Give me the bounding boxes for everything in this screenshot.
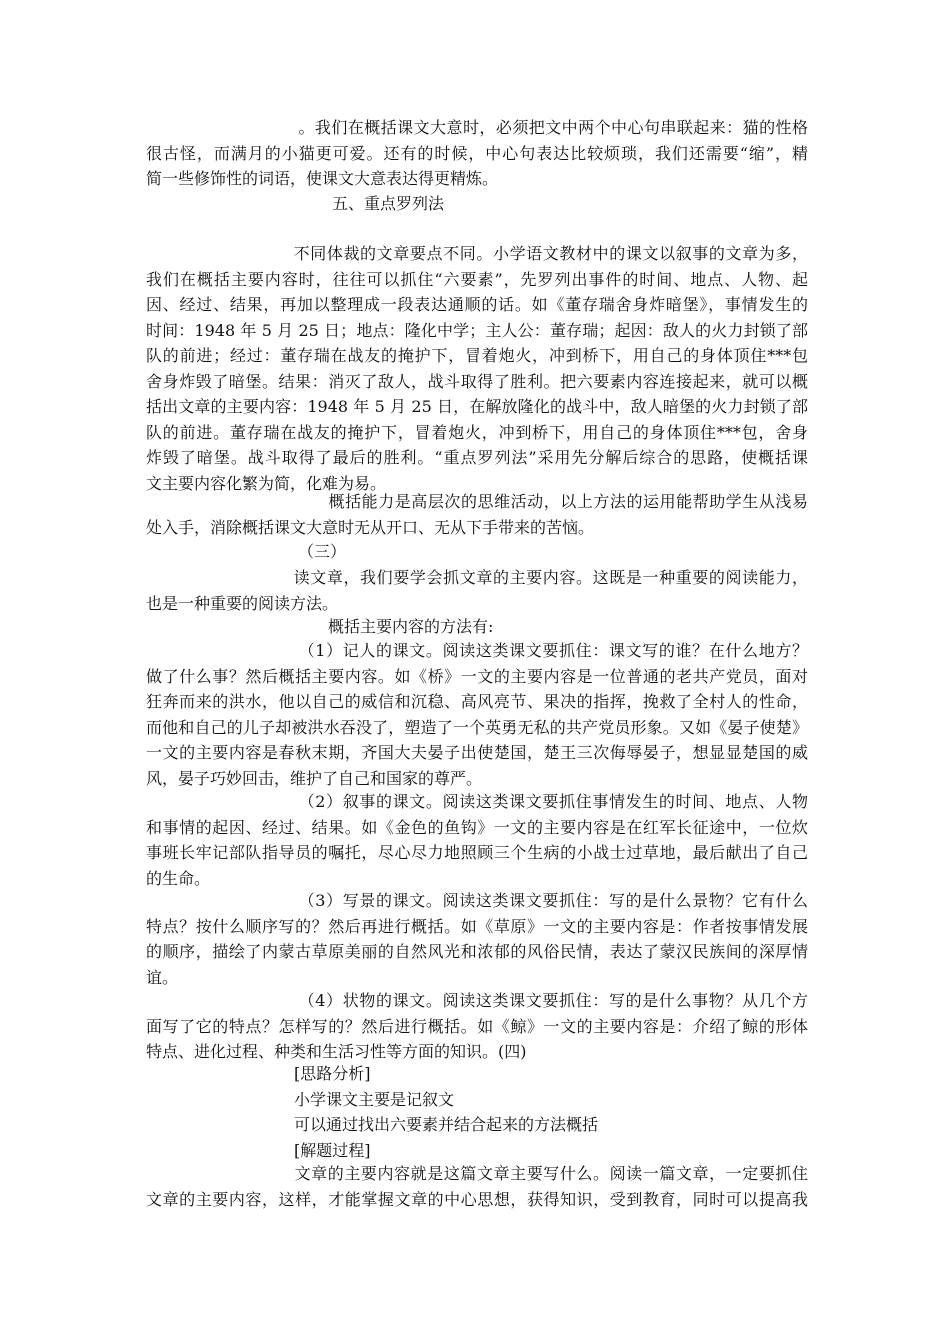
text-line: 谊。: [146, 967, 179, 987]
text-line: 舍身炸毁了暗堡。结果：消灭了敌人，战斗取得了胜利。把六要素内容连接起来，就可以概: [146, 371, 808, 391]
text-line: 狂奔而来的洪水，他以自己的威信和沉稳、高风亮节、果决的指挥，挽救了全村人的性命，: [146, 692, 808, 711]
analysis-block: [146, 1061, 808, 1163]
text-line: 读文章，我们要学会抓文章的主要内容。这既是一种重要的阅读能力，: [293, 568, 808, 587]
text-line: 队的前进。董存瑞在战友的掩护下，冒着炮火，冲到桥下，用自己的身体顶住***包，舍身: [146, 422, 808, 442]
text-line: 。我们在概括课文大意时，必须把文中两个中心句串联起来：猫的性格: [298, 118, 808, 137]
text-line: 做了什么事？然后概括主要内容。如《桥》一文的主要内容是一位普通的老共产党员，面对: [146, 666, 808, 686]
text-line: 事班长牢记部队指导员的嘱托，尽心尽力地照顾三个生病的小战士过草地，最后献出了自己: [146, 843, 808, 862]
text-line: 和事情的起因、经过、结果。如《金色的鱼钩》一文的主要内容是在红军长征途中，一位炊: [146, 817, 808, 837]
paragraph-six-elements: [146, 241, 808, 496]
text-line: 处入手，消除概括课文大意时无从开口、无从下手带来的苦恼。: [146, 517, 595, 537]
text-line: （3）写景的课文。阅读这类课文要抓住：写的是什么景物？它有什么: [298, 891, 808, 910]
text-line: 一文的主要内容是春秋末期，齐国大夫晏子出使楚国，楚王三次侮辱晏子，想显显楚国的威: [146, 743, 808, 762]
text-line: 的生命。: [146, 868, 211, 888]
label-solution: [解题过程]: [294, 1140, 371, 1160]
paragraph-cat-summary: [146, 115, 808, 192]
text-line: （4）状物的课文。阅读这类课文要抓住：写的是什么事物？从几个方: [298, 991, 808, 1010]
section-heading-5: [146, 191, 808, 217]
text-line: 概括主要内容的方法有:: [328, 617, 494, 636]
text-line: （1）记人的课文。阅读这类课文要抓住：课文写的谁？在什么地方？: [298, 641, 808, 660]
section-marker-text: （三）: [298, 542, 347, 561]
label-analysis: [思路分析]: [294, 1064, 371, 1083]
text-line: 特点、进化过程、种类和生活习性等方面的知识。(四): [146, 1042, 527, 1061]
text-line: 也是一种重要的阅读方法。: [146, 593, 339, 613]
text-line: 我们在概括主要内容时，往往可以抓住“六要素”，先罗列出事件的时间、地点、人物、起: [146, 269, 808, 289]
text-line: 不同体裁的文章要点不同。小学语文教材中的课文以叙事的文章为多，: [293, 244, 808, 263]
text-line: 因、经过、结果，再加以整理成一段表达通顺的话。如《董存瑞舍身炸暗堡》，事情发生的: [146, 295, 808, 314]
text-line: 风，晏子巧妙回击，维护了自己和国家的尊严。: [146, 768, 483, 788]
text-line: 面写了它的特点？怎样写的？然后进行概括。如《鲸》一文的主要内容是：介绍了鲸的形体: [146, 1016, 808, 1036]
text-line: 的顺序，描绘了内蒙古草原美丽的自然风光和浓郁的风俗民情，表达了蒙汉民族间的深厚情: [146, 942, 808, 961]
paragraph-method-1: [146, 638, 808, 791]
text-line: 时间：1948 年 5 月 25 日；地点：隆化中学；主人公：董存瑞；起因：敌人的火力封锁了部: [146, 320, 808, 340]
paragraph-method-3: [146, 888, 808, 990]
text-line: 文章的主要内容就是这篇文章主要写什么。阅读一篇文章，一定要抓住: [294, 1164, 808, 1183]
text-line: 简一些修饰性的词语，使课文大意表达得更精炼。: [146, 169, 499, 188]
text-line: 而他和自己的儿子却被洪水吞没了，塑造了一个英勇无私的共产党员形象。又如《晏子使楚》: [146, 717, 808, 737]
section-marker-3: [146, 539, 808, 565]
paragraph-method-2: [146, 789, 808, 891]
section-heading-text: 五、重点罗列法: [332, 194, 445, 213]
paragraph-main-content: [146, 1161, 808, 1212]
text-line: 可以通过找出六要素并结合起来的方法概括: [294, 1115, 599, 1134]
paragraph-methods-intro: [146, 614, 808, 640]
text-line: 括出文章的主要内容：1948 年 5 月 25 日，在解放隆化的战斗中，敌人暗堡的火力封锁了部: [146, 397, 808, 416]
paragraph-summary-ability: [146, 489, 808, 540]
text-line: 队的前进；经过：董存瑞在战友的掩护下，冒着炮火，冲到桥下，用自己的身体顶住***包: [146, 346, 808, 365]
text-line: 文章的主要内容，这样，才能掌握文章的中心思想，获得知识，受到教育，同时可以提高我: [146, 1189, 808, 1209]
text-line: 特点？按什么顺序写的？然后再进行概括。如《草原》一文的主要内容是：作者按事情发展: [146, 916, 808, 936]
paragraph-method-4: [146, 988, 808, 1065]
text-line: 概括能力是高层次的思维活动，以上方法的运用能帮助学生从浅易: [328, 492, 808, 511]
text-line: 小学课文主要是记叙文: [294, 1089, 455, 1109]
text-line: （2）叙事的课文。阅读这类课文要抓住事情发生的时间、地点、人物: [298, 792, 808, 811]
text-line: 文主要内容化繁为简，化难为易。: [146, 473, 387, 493]
text-line: 很古怪，而满月的小猫更可爱。还有的时候，中心句表达比较烦琐，我们还需要“缩”，精: [146, 143, 808, 163]
paragraph-reading-method: [146, 565, 808, 616]
text-line: 炸毁了暗堡。战斗取得了最后的胜利。“重点罗列法”采用先分解后综合的思路，使概括课: [146, 448, 808, 467]
